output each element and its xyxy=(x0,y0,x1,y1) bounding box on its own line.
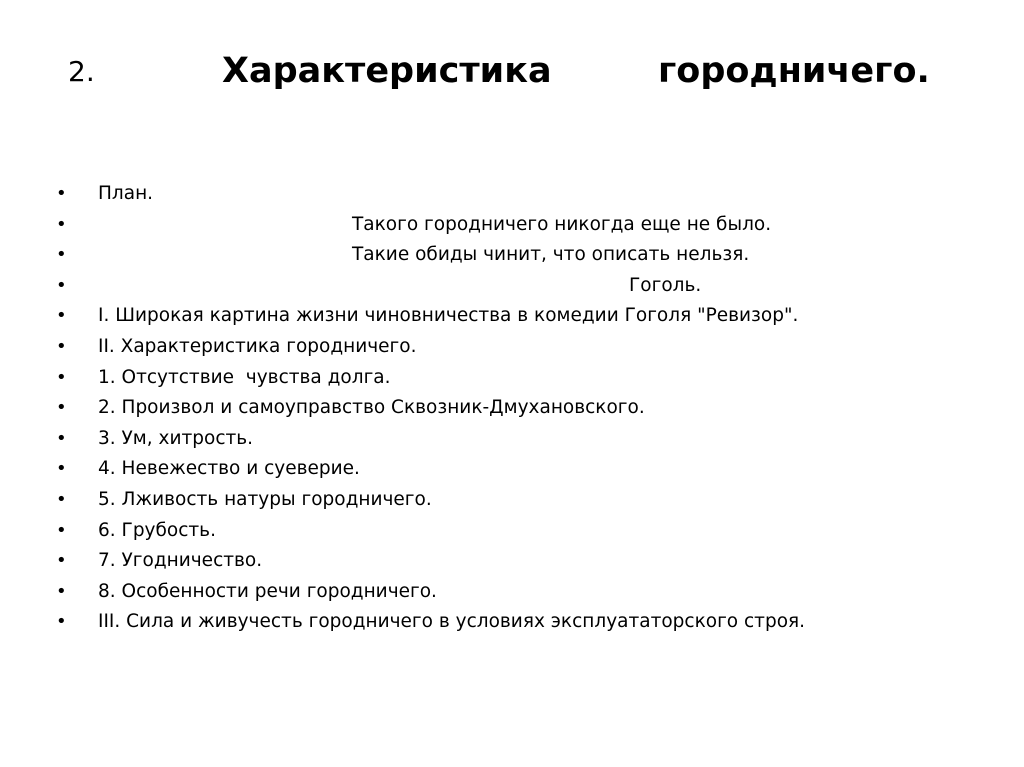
bullet-icon: • xyxy=(56,335,67,357)
title-word-mayor: городничего. xyxy=(658,51,930,91)
bullet-text: 2. Произвол и самоуправство Сквозник-Дмухановского. xyxy=(98,397,645,419)
bullet-text: 7. Угодничество. xyxy=(98,550,263,572)
bullet-item-point-2 xyxy=(56,393,996,424)
bullet-text: 6. Грубость. xyxy=(98,519,216,541)
bullet-text: Гоголь. xyxy=(629,274,702,296)
bullet-item-epigraph-line-2 xyxy=(56,240,996,271)
bullet-item-section-3 xyxy=(56,607,996,638)
bullet-text: 8. Особенности речи городничего. xyxy=(98,580,437,602)
bullet-item-epigraph-author xyxy=(56,271,996,302)
bullet-item-plan xyxy=(56,179,996,210)
bullet-icon: • xyxy=(56,305,67,327)
title-number: 2. xyxy=(68,55,95,88)
bullet-icon: • xyxy=(56,213,67,235)
bullet-text: II. Характеристика городничего. xyxy=(98,335,417,357)
bullet-icon: • xyxy=(56,488,67,510)
bullet-text: Такие обиды чинит, что описать нельзя. xyxy=(352,244,750,266)
bullet-item-section-2 xyxy=(56,332,996,363)
bullet-text: 1. Отсутствие чувства долга. xyxy=(98,366,391,388)
bullet-icon: • xyxy=(56,244,67,266)
bullet-text: III. Сила и живучесть городничего в условиях эксплуататорского строя. xyxy=(98,611,806,633)
bullet-item-point-5 xyxy=(56,485,996,516)
bullet-icon: • xyxy=(56,366,67,388)
bullet-icon: • xyxy=(56,580,67,602)
bullet-item-point-7 xyxy=(56,546,996,577)
bullet-icon: • xyxy=(56,274,67,296)
bullet-text: I. Широкая картина жизни чиновничества в комедии Гоголя "Ревизор". xyxy=(98,305,799,327)
bullet-item-point-1 xyxy=(56,363,996,394)
bullet-item-epigraph-line-1 xyxy=(56,210,996,241)
bullet-list xyxy=(56,179,996,638)
bullet-icon: • xyxy=(56,550,67,572)
bullet-icon: • xyxy=(56,611,67,633)
bullet-text: Такого городничего никогда еще не было. xyxy=(352,213,772,235)
bullet-icon: • xyxy=(56,183,67,204)
bullet-text: 3. Ум, хитрость. xyxy=(98,427,254,449)
bullet-item-point-6 xyxy=(56,516,996,547)
bullet-text: 5. Лживость натуры городничего. xyxy=(98,488,432,510)
bullet-icon: • xyxy=(56,519,67,541)
bullet-icon: • xyxy=(56,458,67,480)
bullet-item-point-3 xyxy=(56,424,996,455)
bullet-icon: • xyxy=(56,427,67,449)
title-word-characteristic: Характеристика xyxy=(222,51,552,91)
bullet-text: План. xyxy=(98,183,154,204)
bullet-text: 4. Невежество и суеверие. xyxy=(98,458,360,480)
bullet-item-point-8 xyxy=(56,577,996,608)
bullet-item-section-1 xyxy=(56,301,996,332)
bullet-icon: • xyxy=(56,397,67,419)
bullet-item-point-4 xyxy=(56,454,996,485)
